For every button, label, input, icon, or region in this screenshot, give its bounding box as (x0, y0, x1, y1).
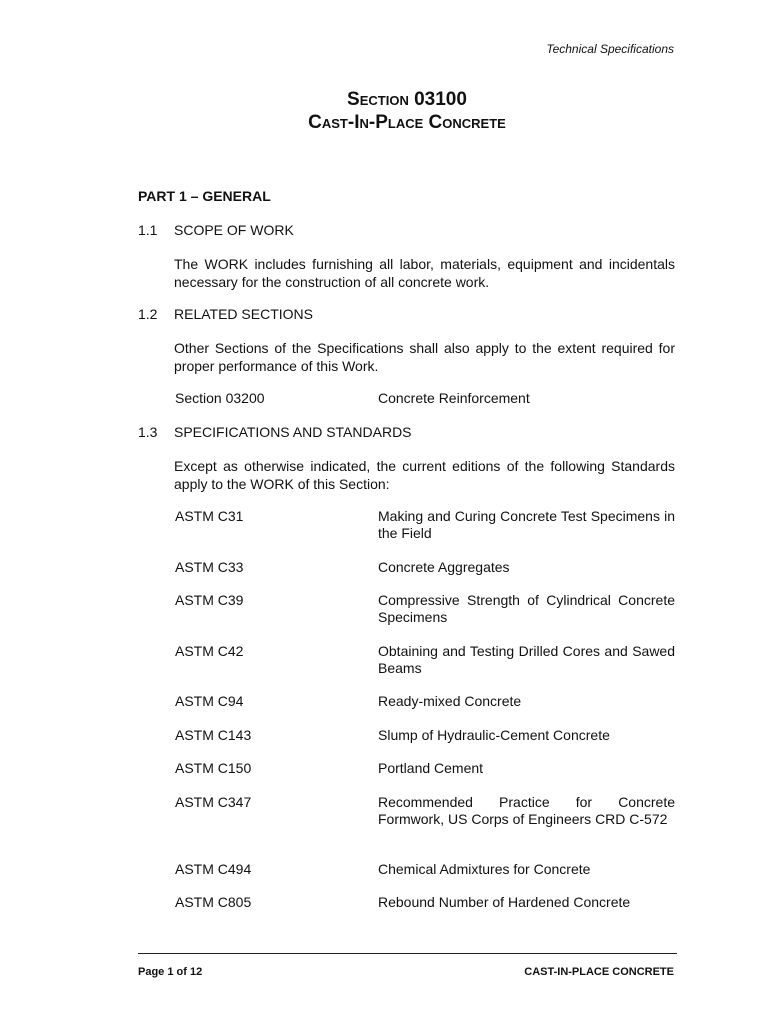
standards-paragraph: Except as otherwise indicated, the current editions of the following Standards apply to the WORK of this Section: (174, 458, 675, 492)
standard-code: ASTM C94 (175, 693, 244, 709)
standard-code: ASTM C31 (175, 508, 244, 524)
section-heading-text: RELATED SECTIONS (174, 306, 313, 322)
section-heading-scope (138, 222, 294, 238)
page-number: Page 1 of 12 (138, 966, 203, 978)
scope-paragraph: The WORK includes furnishing all labor, materials, equipment and incidentals necessary for the construction of all concrete work. (174, 256, 675, 290)
standard-code: ASTM C39 (175, 592, 244, 608)
standard-title: Chemical Admixtures for Concrete (378, 861, 591, 877)
footer-divider (138, 953, 677, 954)
section-name-title: Cast-In-Place Concrete (308, 112, 506, 133)
standard-title: Compressive Strength of Cylindrical Concrete Specimens (378, 592, 675, 625)
standard-code: ASTM C42 (175, 643, 244, 659)
standard-code: ASTM C347 (175, 794, 252, 810)
section-heading-related (138, 306, 313, 322)
standard-title: Obtaining and Testing Drilled Cores and Sawed Beams (378, 643, 675, 676)
related-code: Section 03200 (175, 390, 265, 406)
part-heading: PART 1 – GENERAL (138, 188, 271, 204)
standard-title: Slump of Hydraulic-Cement Concrete (378, 727, 610, 743)
section-heading-standards (138, 424, 412, 440)
standard-code: ASTM C805 (175, 894, 252, 910)
standard-title: Portland Cement (378, 760, 484, 776)
related-title: Concrete Reinforcement (378, 390, 530, 406)
footer-title: CAST-IN-PLACE CONCRETE (524, 966, 674, 978)
section-number: 1.1 (138, 222, 158, 238)
standard-code: ASTM C150 (175, 760, 252, 776)
standard-title: Recommended Practice for Concrete Formwork, US Corps of Engineers CRD C-572 (378, 794, 675, 827)
standard-title: Ready-mixed Concrete (378, 693, 522, 709)
section-heading-text: SPECIFICATIONS AND STANDARDS (174, 424, 412, 440)
standard-title: Concrete Aggregates (378, 559, 510, 575)
section-heading-text: SCOPE OF WORK (174, 222, 294, 238)
related-paragraph: Other Sections of the Specifications shall also apply to the extent required for proper performance of this Work. (174, 340, 675, 374)
section-number: 1.2 (138, 306, 158, 322)
standard-code: ASTM C33 (175, 559, 244, 575)
running-header: Technical Specifications (546, 42, 674, 56)
section-number-title: Section 03100 (347, 89, 467, 110)
standard-code: ASTM C494 (175, 861, 252, 877)
section-title (0, 88, 768, 134)
section-number: 1.3 (138, 424, 158, 440)
standard-title: Making and Curing Concrete Test Specimens in the Field (378, 508, 675, 541)
standard-title: Rebound Number of Hardened Concrete (378, 894, 631, 910)
standard-code: ASTM C143 (175, 727, 252, 743)
